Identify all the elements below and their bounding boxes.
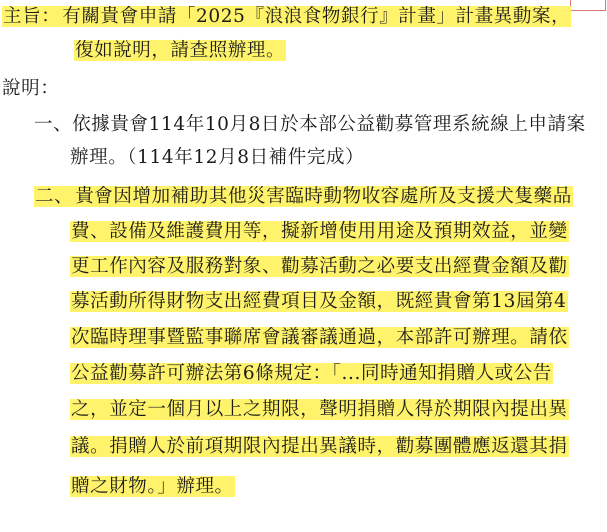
item-2-line-9 [70,474,235,500]
item-2-line-7 [70,397,569,423]
item-2-line-3 [70,254,569,280]
subject-text: 有關貴會申請「2025『浪浪食物銀行』計畫」計畫異動案， [62,6,571,27]
item-2-line-6 [70,361,553,387]
item-2-line-1 [34,184,573,210]
item-2-text: 公益勸募許可辦法第6條規定：「...同時通知捐贈人或公告 [71,363,552,384]
item-2-text: 次臨時理事暨監事聯席會議審議通過，本部許可辦理。請依 [71,327,568,348]
item-2-line-2 [70,219,569,245]
subject-line-1 [2,4,571,30]
item-1-line-2: 辦理。（114年12月8日補件完成） [70,147,365,168]
item-1-text: 依據貴會114年10月8日於本部公益勸募管理系統線上申請案 [72,114,586,135]
explanation-label: 說明： [2,78,60,99]
item-2-text: 議。捐贈人於前項期限內提出異議時，勸募團體應返還其捐 [71,436,568,457]
subject-text-continued: 復如說明，請查照辦理。 [75,40,286,61]
item-1-number: 一、 [34,114,73,135]
subject-line-2 [74,38,286,64]
item-2-line-5 [70,325,569,351]
subject-label: 主旨： [3,6,61,27]
item-2-text: 費、設備及維護費用等，擬新增使用用途及預期效益，並變 [71,221,568,242]
item-2-text: 募活動所得財物支出經費項目及金額，既經貴會第13屆第4 [71,291,567,312]
item-2-number: 二、 [35,186,74,207]
item-2-text: 貴會因增加補助其他災害臨時動物收容處所及支援犬隻藥品 [75,186,572,207]
item-2-line-4 [70,289,568,315]
item-2-text: 更工作內容及服務對象、勸募活動之必要支出經費金額及勸 [71,256,568,277]
item-2-text: 贈之財物。」辦理。 [71,476,234,497]
corner-stamp [570,0,606,11]
item-2-line-8 [70,434,569,460]
item-2-text: 之，並定一個月以上之期限，聲明捐贈人得於期限內提出異 [71,399,568,420]
item-1-line-1 [34,112,586,138]
